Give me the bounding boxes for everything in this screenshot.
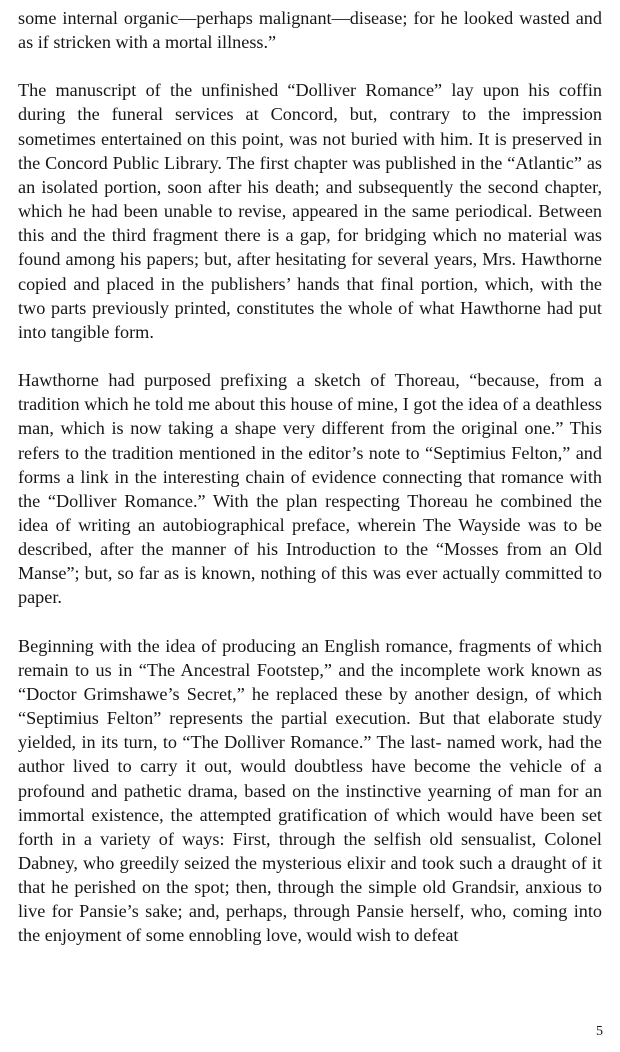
- paragraph-dolliver-manuscript: The manuscript of the unfinished “Dolliver Romance” lay upon his coffin during the funeral services at Concord, but, contrary to the impression sometimes entertained on this point, was not buried with him. It is preserved in the Concord Public Library. The first chapter was published in the “Atlantic” as an isolated portion, soon after his death; and subsequently the second chapter, which he had been unable to revise, appeared in the same periodical. Between this and the third fragment there is a gap, for bridging which no material was found among his papers; but, after hesitating for several years, Mrs. Hawthorne copied and placed in the publishers’ hands that final portion, which, with the two parts previously printed, constitutes the whole of what Hawthorne had put into tangible form.: [18, 80, 602, 342]
- page-number: 5: [596, 1024, 603, 1039]
- paragraph-thoreau-sketch: Hawthorne had purposed prefixing a sketch of Thoreau, “because, from a tradition which he told me about this house of mine, I got the idea of a deathless man, which is now taking a shape very different from the original one.” This refers to the tradition mentioned in the editor’s note to “Septimius Felton,” and forms a link in the interesting chain of evidence connecting that romance with the “Dolliver Romance.” With the plan respecting Thoreau he combined the idea of writing an autobiographical preface, wherein The Wayside was to be described, after the manner of his Introduction to the “Mosses from an Old Manse”; but, so far as is known, nothing of this was ever actually committed to paper.: [18, 370, 602, 608]
- paragraph-english-romance: Beginning with the idea of producing an English romance, fragments of which remain to us in “The Ancestral Footstep,” and the incomplete work known as “Doctor Grimshawe’s Secret,” he replaced these by another design, of which “Septimius Felton” represents the partial execution. But that elaborate study yielded, in its turn, to “The Dolliver Romance.” The last- named work, had the author lived to carry it out, would doubtless have become the vehicle of a profound and pathetic drama, based on the instinctive yearning of man for an immortal existence, the attempted gratification of which would have been set forth in a variety of ways: First, through the selfish old sensualist, Colonel Dabney, who greedily seized the mysterious elixir and took such a draught of it that he perished on the spot; then, through the simple old Grandsir, anxious to live for Pansie’s sake; and, perhaps, through Pansie herself, who, coming into the enjoyment of some ennobling love, would wish to defeat: [18, 635, 602, 946]
- paragraph-disease-ending: some internal organic—perhaps malignant—disease; for he looked wasted and as if stricken with a mortal illness.”: [18, 8, 602, 53]
- page-body: [18, 6, 602, 948]
